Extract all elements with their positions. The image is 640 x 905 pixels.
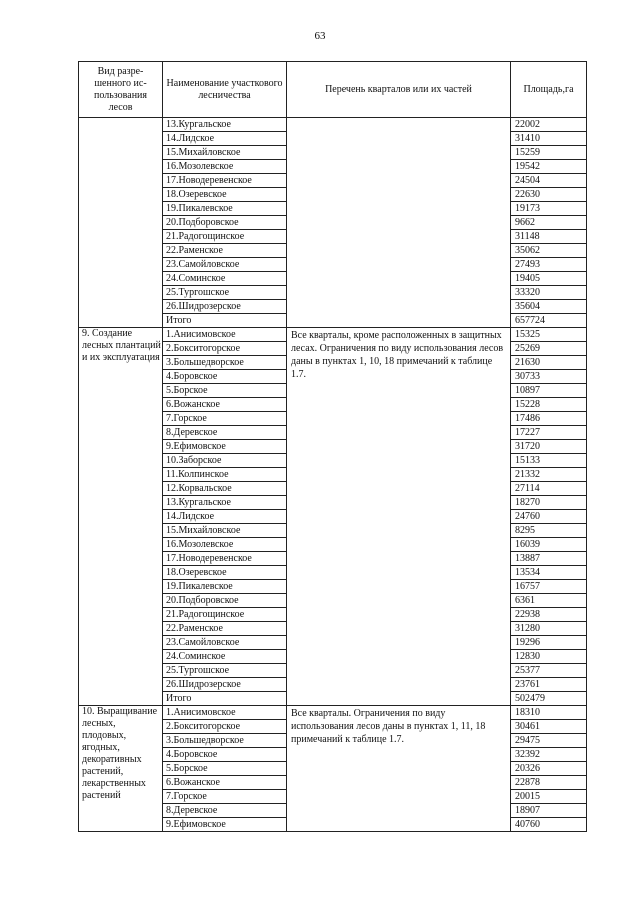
forestry-name-cell: 5.Борское (163, 762, 287, 776)
use-type-cell: 9. Создание лесных плантаций и их эксплуатация (79, 328, 163, 706)
area-cell: 22878 (511, 776, 587, 790)
area-cell: 24760 (511, 510, 587, 524)
forestry-name-cell: 18.Озеревское (163, 188, 287, 202)
forestry-name-cell: 25.Тургошское (163, 664, 287, 678)
use-type-cell (79, 118, 163, 328)
quarters-cell (287, 118, 511, 328)
area-cell: 35062 (511, 244, 587, 258)
area-cell: 30461 (511, 720, 587, 734)
forest-use-table (78, 61, 587, 832)
forestry-name-cell: 3.Большедворское (163, 356, 287, 370)
area-cell: 15133 (511, 454, 587, 468)
forestry-name-cell: 12.Корвальское (163, 482, 287, 496)
forestry-name-cell: 21.Радогощинское (163, 608, 287, 622)
area-cell: 18270 (511, 496, 587, 510)
area-cell: 8295 (511, 524, 587, 538)
area-cell: 15325 (511, 328, 587, 342)
header-forestry: Наименование участкового лесничества (163, 62, 287, 118)
area-cell: 19405 (511, 272, 587, 286)
area-cell: 32392 (511, 748, 587, 762)
forestry-name-cell: 26.Шидрозерское (163, 678, 287, 692)
forestry-name-cell: 8.Деревское (163, 804, 287, 818)
forestry-name-cell: 2.Бокситогорское (163, 342, 287, 356)
forestry-name-cell: 17.Новодеревенское (163, 552, 287, 566)
area-cell: 19542 (511, 160, 587, 174)
area-cell: 19296 (511, 636, 587, 650)
area-cell: 17486 (511, 412, 587, 426)
area-cell: 23761 (511, 678, 587, 692)
forestry-name-cell: 1.Анисимовское (163, 328, 287, 342)
forestry-name-cell: 7.Горское (163, 412, 287, 426)
area-cell: 31720 (511, 440, 587, 454)
area-cell: 24504 (511, 174, 587, 188)
forestry-name-cell: 9.Ефимовское (163, 440, 287, 454)
area-cell: 20326 (511, 762, 587, 776)
area-cell: 27493 (511, 258, 587, 272)
forestry-name-cell: 24.Соминское (163, 272, 287, 286)
forestry-name-cell: 4.Боровское (163, 748, 287, 762)
table-row (79, 328, 587, 342)
forestry-name-cell: 2.Бокситогорское (163, 720, 287, 734)
total-label-cell: Итого (163, 692, 287, 706)
page-number: 63 (314, 30, 326, 42)
forestry-name-cell: 3.Большедворское (163, 734, 287, 748)
area-cell: 40760 (511, 818, 587, 832)
area-cell: 29475 (511, 734, 587, 748)
forestry-name-cell: 11.Колпинское (163, 468, 287, 482)
area-cell: 18907 (511, 804, 587, 818)
area-cell: 21332 (511, 468, 587, 482)
forestry-name-cell: 6.Вожанское (163, 398, 287, 412)
area-cell: 31280 (511, 622, 587, 636)
area-cell: 10897 (511, 384, 587, 398)
forestry-name-cell: 20.Подборовское (163, 216, 287, 230)
table-header-row (79, 62, 587, 118)
total-label-cell: Итого (163, 314, 287, 328)
use-type-cell: 10. Выращивание лесных, плодовых, ягодных, декоративных растений, лекарственных растений (79, 706, 163, 832)
area-cell: 35604 (511, 300, 587, 314)
area-cell: 13887 (511, 552, 587, 566)
area-cell: 21630 (511, 356, 587, 370)
forestry-name-cell: 19.Пикалевское (163, 580, 287, 594)
area-cell: 15228 (511, 398, 587, 412)
forestry-name-cell: 22.Раменское (163, 244, 287, 258)
area-cell: 20015 (511, 790, 587, 804)
forestry-name-cell: 16.Мозолевское (163, 538, 287, 552)
forestry-name-cell: 6.Вожанское (163, 776, 287, 790)
area-cell: 22630 (511, 188, 587, 202)
forestry-name-cell: 14.Лидское (163, 510, 287, 524)
forestry-name-cell: 10.Заборское (163, 454, 287, 468)
area-cell: 12830 (511, 650, 587, 664)
area-cell: 30733 (511, 370, 587, 384)
forestry-name-cell: 14.Лидское (163, 132, 287, 146)
forestry-name-cell: 1.Анисимовское (163, 706, 287, 720)
area-cell: 6361 (511, 594, 587, 608)
area-cell: 9662 (511, 216, 587, 230)
forestry-name-cell: 13.Кургальское (163, 496, 287, 510)
table-row (79, 118, 587, 132)
forestry-name-cell: 26.Шидрозерское (163, 300, 287, 314)
header-area: Площадь,га (511, 62, 587, 118)
area-cell: 25269 (511, 342, 587, 356)
forestry-name-cell: 23.Самойловское (163, 636, 287, 650)
area-cell: 18310 (511, 706, 587, 720)
table-row (79, 706, 587, 720)
forestry-name-cell: 8.Деревское (163, 426, 287, 440)
forestry-name-cell: 25.Тургошское (163, 286, 287, 300)
forestry-name-cell: 22.Раменское (163, 622, 287, 636)
table-body (79, 118, 587, 832)
area-cell: 27114 (511, 482, 587, 496)
total-area-cell: 657724 (511, 314, 587, 328)
forestry-name-cell: 16.Мозолевское (163, 160, 287, 174)
header-use-type: Вид разре-шенного ис-пользования лесов (79, 62, 163, 118)
forestry-name-cell: 4.Боровское (163, 370, 287, 384)
forestry-name-cell: 17.Новодеревенское (163, 174, 287, 188)
area-cell: 13534 (511, 566, 587, 580)
area-cell: 31148 (511, 230, 587, 244)
forestry-name-cell: 18.Озеревское (163, 566, 287, 580)
forestry-name-cell: 5.Борское (163, 384, 287, 398)
forestry-name-cell: 19.Пикалевское (163, 202, 287, 216)
forestry-name-cell: 20.Подборовское (163, 594, 287, 608)
area-cell: 31410 (511, 132, 587, 146)
forestry-name-cell: 24.Соминское (163, 650, 287, 664)
quarters-cell: Все кварталы. Ограничения по виду использования лесов даны в пунктах 1, 11, 18 примечаний к таблице 1.7. (287, 706, 511, 832)
quarters-cell: Все кварталы, кроме расположенных в защитных лесах. Ограничения по виду использования лесов даны в пунктах 1, 10, 18 примечаний к таблице 1.7. (287, 328, 511, 706)
area-cell: 22002 (511, 118, 587, 132)
area-cell: 33320 (511, 286, 587, 300)
forestry-name-cell: 23.Самойловское (163, 258, 287, 272)
area-cell: 16757 (511, 580, 587, 594)
forestry-name-cell: 15.Михайловское (163, 146, 287, 160)
area-cell: 19173 (511, 202, 587, 216)
area-cell: 15259 (511, 146, 587, 160)
total-area-cell: 502479 (511, 692, 587, 706)
forestry-name-cell: 13.Кургальское (163, 118, 287, 132)
area-cell: 17227 (511, 426, 587, 440)
header-quarters: Перечень кварталов или их частей (287, 62, 511, 118)
area-cell: 25377 (511, 664, 587, 678)
forestry-name-cell: 15.Михайловское (163, 524, 287, 538)
forestry-name-cell: 7.Горское (163, 790, 287, 804)
forestry-name-cell: 9.Ефимовское (163, 818, 287, 832)
forestry-name-cell: 21.Радогощинское (163, 230, 287, 244)
area-cell: 22938 (511, 608, 587, 622)
area-cell: 16039 (511, 538, 587, 552)
